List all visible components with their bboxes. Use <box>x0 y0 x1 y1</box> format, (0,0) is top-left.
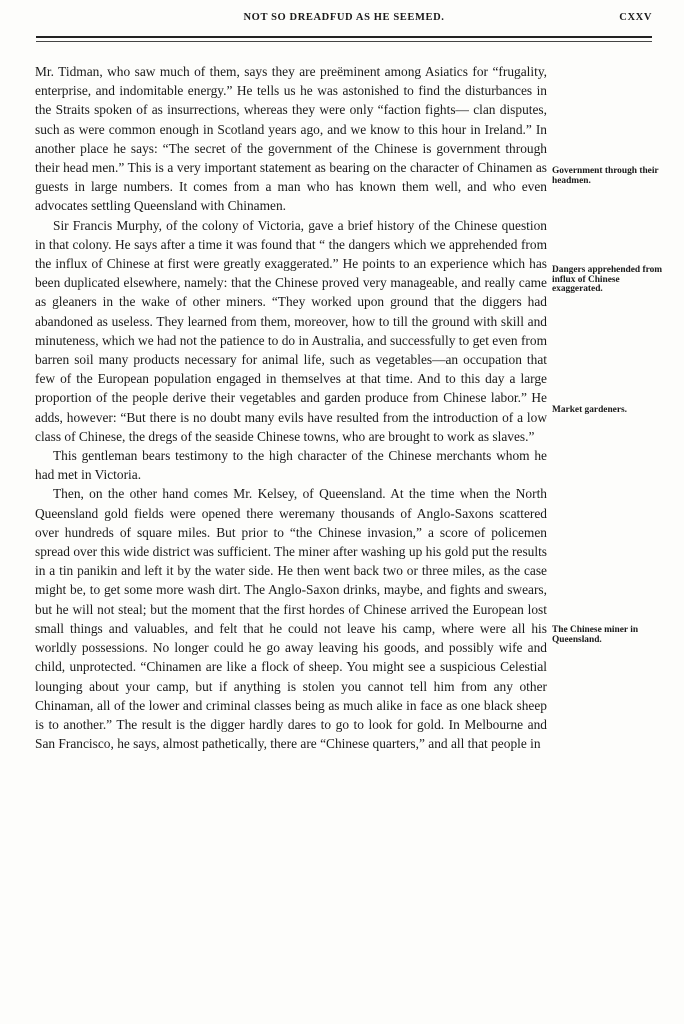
running-title: NOT SO DREADFUD AS HE SEEMED. <box>243 12 445 23</box>
header-rule-thin <box>36 41 652 42</box>
paragraph-tidman: Mr. Tidman, who saw much of them, says they are preëminent among Asiatics for “frugality, enterprise, and indomitable energy.” He tells us he was astonished to find the disturbances in the Straits spoken of as insurrections, whereas they were only “faction fights— clan disputes, such as were common enough in Scotland years ago, and we know to this hour in Ireland.” In another place he says: “The secret of the government of the Chinese is government through their head men.” This is a very important statement as bearing on the character of Chinamen as guests in large numbers. It comes from a man who has known them well, and who even advocates settling Queensland with Chinamen. <box>35 64 547 214</box>
running-header <box>36 10 652 28</box>
page-number: CXXV <box>619 12 652 23</box>
paragraph-kelsey: Then, on the other hand comes Mr. Kelsey, of Queensland. At the time when the North Queensland gold fields were opened there weremany thousands of Anglo-Saxons scattered over hundreds of square miles. But prior to “the Chinese invasion,” a score of policemen spread over this wide district was sufficient. The miner after washing up his gold put the results in a tin panikin and left it by the water side. He then went back two or three miles, as the case might be, to get some more wash dirt. The Anglo-Saxon drinks, maybe, and fights and swears, but he will not steal; but the moment that the first hordes of Chinese arrived the European lost small things and valuables, and felt that he could not leave his camp, where were all his worldly possessions. No longer could he go away leaving his goods, and possibly wife and child, unprotected. “Chinamen are like a flock of sheep. You might see a suspicious Celestial lounging about your camp, but if anything is stolen you cannot tell him from any other Chinaman, all of the lower and criminal classes being as much alike in face as one black sheep is to another.” The result is the digger hardly dares to go to look for gold. In Melbourne and San Francisco, he says, almost pathetically, there are “Chinese quarters,” and all that people in <box>35 486 547 752</box>
margin-note-government: Government through their headmen. <box>552 166 659 186</box>
main-text <box>35 62 547 753</box>
margin-note-dangers: Dangers apprehended from influx of Chinese exaggerated. <box>552 265 663 295</box>
margin-note-market-gardeners: Market gardeners. <box>552 405 627 415</box>
paragraph-merchants: This gentleman bears testimony to the high character of the Chinese merchants whom he had met in Victoria. <box>35 448 547 483</box>
paragraph-murphy: Sir Francis Murphy, of the colony of Victoria, gave a brief history of the Chinese question in that colony. He says after a time it was found that “ the dangers which we apprehended from the influx of Chinese at first were greatly exaggerated.” He points to an experience which has been duplicated elsewhere, namely: that the Chinese proved very manageable, and really came as gleaners in the wake of other miners. “They worked upon ground that the diggers had abandoned as useless. They learned from them, moreover, how to till the ground with skill and minuteness, which we had not the patience to do in Australia, and successfully to get even from barren soil many products necessary for animal life, such as vegetables—an occupation that few of the European population engaged in themselves at that time. And to this day a large proportion of the people derive their vegetables and garden produce from Chinese labor.” He adds, however: “But there is no doubt many evils have resulted from the introduction of a low class of Chinese, the dregs of the seaside Chinese towns, who are brought to work as slaves.” <box>35 217 547 444</box>
header-rule-thick <box>36 36 652 38</box>
margin-note-chinese-miner: The Chinese miner in Queensland. <box>552 625 639 645</box>
